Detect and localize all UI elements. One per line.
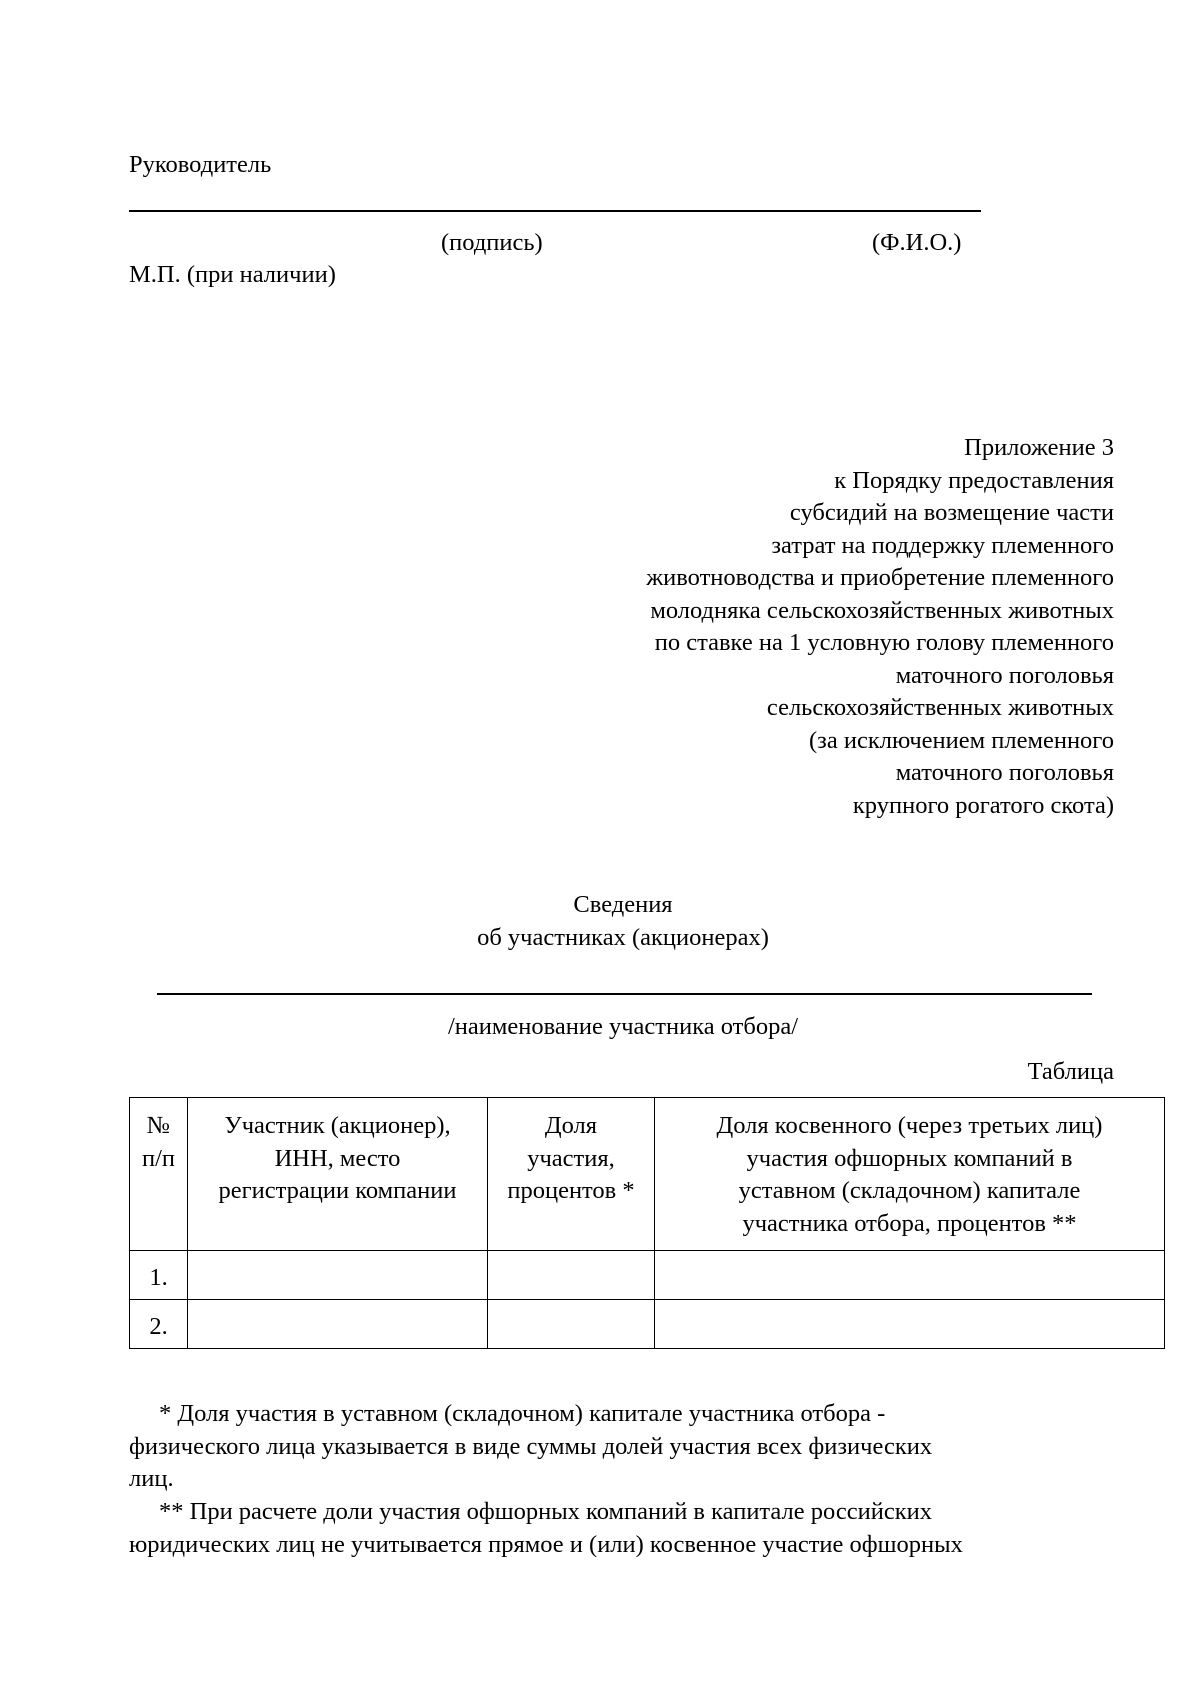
footnote-2-line: юридических лиц не учитывается прямое и (или) косвенное участие офшорных (129, 1530, 963, 1558)
signature-line (129, 210, 981, 212)
appendix-line: Приложение 3 (964, 434, 1114, 461)
header-number: № п/п (130, 1098, 188, 1251)
participant-cell[interactable] (188, 1251, 488, 1300)
table-label: Таблица (1027, 1058, 1114, 1085)
row-number: 2. (130, 1300, 188, 1349)
appendix-line: затрат на поддержку племенного (771, 531, 1114, 559)
footnote-1-line: физического лица указывается в виде суммы долей участия всех физических (129, 1432, 933, 1460)
appendix-line: маточного поголовья (895, 661, 1114, 689)
head-label: Руководитель (129, 151, 272, 178)
footnote-2 (129, 1496, 1129, 1561)
header-share: Доля участия, процентов * (488, 1098, 655, 1251)
share-cell[interactable] (488, 1251, 655, 1300)
appendix-line: к Порядку предоставления (834, 466, 1114, 494)
name-caption: (Ф.И.О.) (872, 229, 962, 256)
participants-table (129, 1097, 1165, 1349)
appendix-line: молодняка сельскохозяйственных животных (650, 596, 1114, 624)
table-header-row (130, 1098, 1165, 1251)
appendix-line: субсидий на возмещение части (789, 499, 1114, 526)
participant-caption: /наименование участника отбора/ (447, 1013, 799, 1040)
participant-cell[interactable] (188, 1300, 488, 1349)
appendix-block (646, 432, 1114, 822)
share-cell[interactable] (488, 1300, 655, 1349)
footnote-2-line: ** При расчете доли участия офшорных компаний в капитале российских (159, 1498, 932, 1525)
appendix-line: (за исключением племенного (809, 726, 1114, 754)
signature-caption: (подпись) (441, 229, 543, 256)
table-row (130, 1251, 1165, 1300)
header-offshore-share: Доля косвенного (через третьих лиц) участия офшорных компаний в уставном (складочном) капитале участника отбора, процентов ** (655, 1098, 1165, 1251)
document-title: Сведения (573, 891, 673, 918)
footnote-1-line: лиц. (129, 1465, 174, 1492)
appendix-line: сельскохозяйственных животных (766, 694, 1114, 721)
footnote-1-line: * Доля участия в уставном (складочном) капитале участника отбора - (159, 1400, 886, 1427)
appendix-line: крупного рогатого скота) (852, 791, 1114, 819)
header-participant: Участник (акционер), ИНН, место регистрации компании (188, 1098, 488, 1251)
table-row (130, 1300, 1165, 1349)
footnote-1 (129, 1398, 1129, 1496)
document-subtitle: об участниках (акционерах) (477, 924, 769, 951)
participant-name-line (157, 993, 1092, 995)
appendix-line: маточного поголовья (895, 759, 1114, 786)
offshore-share-cell[interactable] (655, 1251, 1165, 1300)
stamp-label: М.П. (при наличии) (129, 261, 336, 288)
appendix-line: по ставке на 1 условную голову племенного (654, 629, 1114, 656)
appendix-line: животноводства и приобретение племенного (646, 564, 1114, 591)
offshore-share-cell[interactable] (655, 1300, 1165, 1349)
row-number: 1. (130, 1251, 188, 1300)
